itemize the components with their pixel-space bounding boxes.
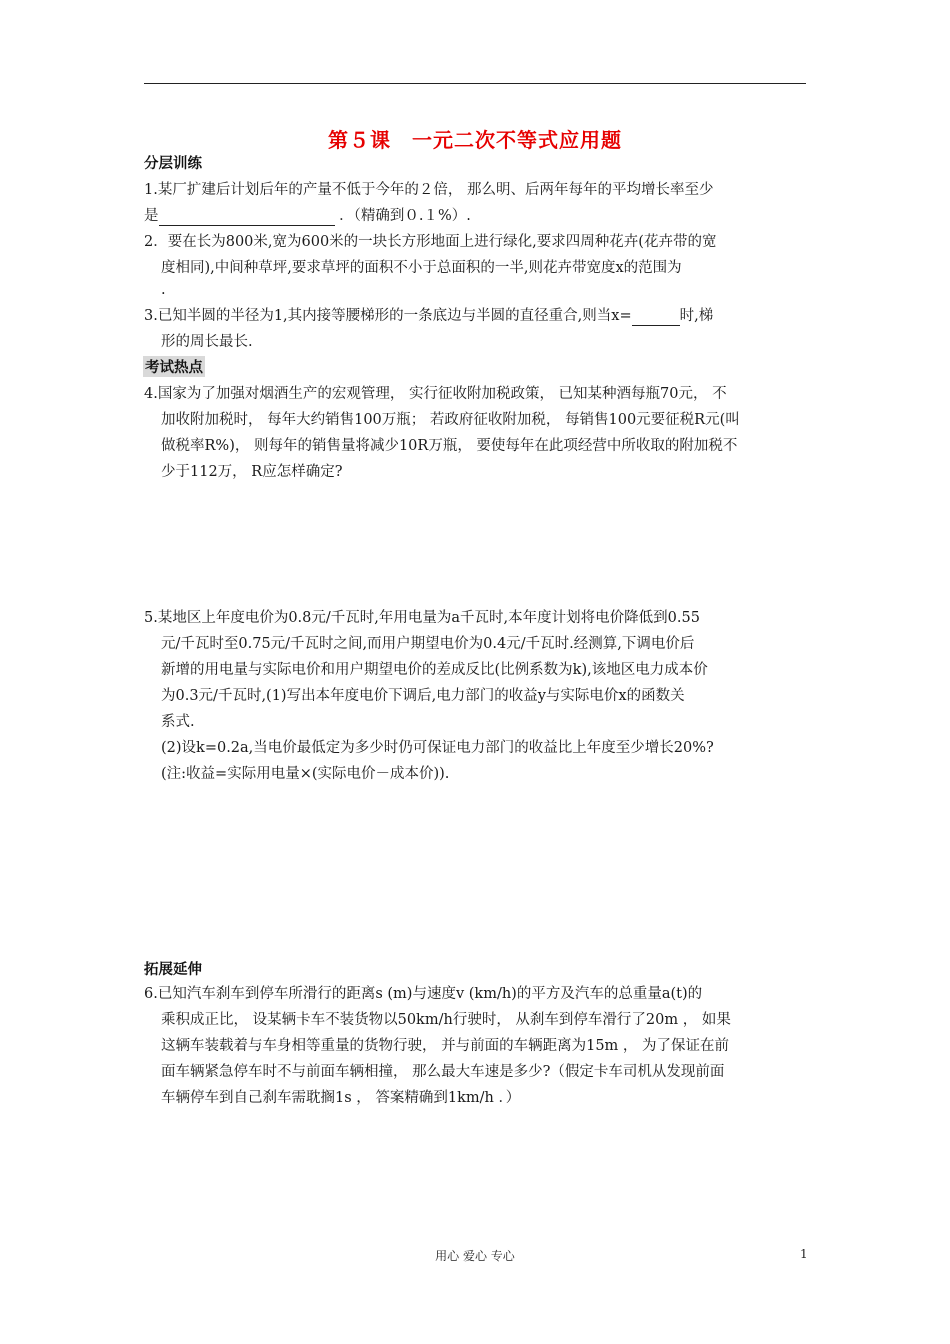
q3-prefix: 3.已知半圆的半径为1,其内接等腰梯形的一条底边与半圆的直径重合,则当x= bbox=[144, 308, 632, 324]
q3-line1 bbox=[144, 306, 713, 326]
page-number: 1 bbox=[800, 1247, 808, 1261]
q1-line2 bbox=[144, 206, 471, 226]
q2-line1: 2．要在长为800米,宽为600米的一块长方形地面上进行绿化,要求四周种花卉(花卉带的宽 bbox=[144, 234, 717, 250]
q5-line4: 为0.3元/千瓦时,(1)写出本年度电价下调后,电力部门的收益y与实际电价x的函数关 bbox=[161, 688, 685, 704]
q4-line4: 少于112万， R应怎样确定? bbox=[161, 464, 343, 480]
q4-line3: 做税率R%)， 则每年的销售量将减少10R万瓶， 要使每年在此项经营中所收取的附加税不 bbox=[161, 438, 738, 454]
section-heading-exam-hotspots: 考试热点 bbox=[143, 356, 205, 377]
q2-line3: . bbox=[161, 282, 166, 298]
page-title: 第５课 一元二次不等式应用题 bbox=[328, 128, 622, 152]
q5-line5: 系式. bbox=[161, 714, 195, 730]
q3-answer-blank[interactable] bbox=[632, 309, 680, 326]
q1-prefix: 是 bbox=[144, 208, 159, 224]
q4-line1: 4.国家为了加强对烟酒生产的宏观管理， 实行征收附加税政策， 已知某种酒每瓶70元， 不 bbox=[144, 386, 727, 402]
footer-slogan: 用心 爱心 专心 bbox=[435, 1249, 515, 1263]
header-rule bbox=[144, 83, 806, 84]
q5-line2: 元/千瓦时至0.75元/千瓦时之间,而用户期望电价为0.4元/千瓦时.经测算,下调电价后 bbox=[161, 636, 695, 652]
q3-line2: 形的周长最长. bbox=[161, 334, 253, 350]
q5-line7: (注:收益=实际用电量×(实际电价－成本价)). bbox=[161, 766, 450, 782]
q5-line1: 5.某地区上年度电价为0.8元/千瓦时,年用电量为a千瓦时,本年度计划将电价降低到0.55 bbox=[144, 610, 700, 626]
section-heading-extension: 拓展延伸 bbox=[144, 962, 202, 978]
q6-line1: 6.已知汽车刹车到停车所滑行的距离s (m)与速度v (km/h)的平方及汽车的总重量a(t)的 bbox=[144, 986, 703, 1002]
section-heading-layered-training: 分层训练 bbox=[144, 156, 202, 172]
q3-suffix: 时,梯 bbox=[679, 308, 714, 324]
q5-line3: 新增的用电量与实际电价和用户期望电价的差成反比(比例系数为k),该地区电力成本价 bbox=[161, 662, 708, 678]
q2-line2: 度相同),中间种草坪,要求草坪的面积不小于总面积的一半,则花卉带宽度x的范围为 bbox=[161, 260, 682, 276]
q1-answer-blank[interactable] bbox=[159, 209, 335, 226]
q1-suffix: ．（精确到０.１%）. bbox=[334, 208, 471, 224]
q6-line2: 乘积成正比， 设某辆卡车不装货物以50km/h行驶时， 从刹车到停车滑行了20m ， 如果 bbox=[161, 1012, 731, 1028]
q1-line1: 1.某厂扩建后计划后年的产量不低于今年的２倍， 那么明、后两年每年的平均增长率至少 bbox=[144, 182, 714, 198]
q5-line6: (2)设k=0.2a,当电价最低定为多少时仍可保证电力部门的收益比上年度至少增长20%? bbox=[161, 740, 714, 756]
q6-line5: 车辆停车到自己刹车需耽搁1s ， 答案精确到1km/h ．） bbox=[161, 1090, 521, 1106]
q6-line3: 这辆车装载着与车身相等重量的货物行驶， 并与前面的车辆距离为15m ， 为了保证在前 bbox=[161, 1038, 730, 1054]
q4-line2: 加收附加税时， 每年大约销售100万瓶； 若政府征收附加税， 每销售100元要征税R元(叫 bbox=[161, 412, 740, 428]
q6-line4: 面车辆紧急停车时不与前面车辆相撞， 那么最大车速是多少?（假定卡车司机从发现前面 bbox=[161, 1064, 725, 1080]
